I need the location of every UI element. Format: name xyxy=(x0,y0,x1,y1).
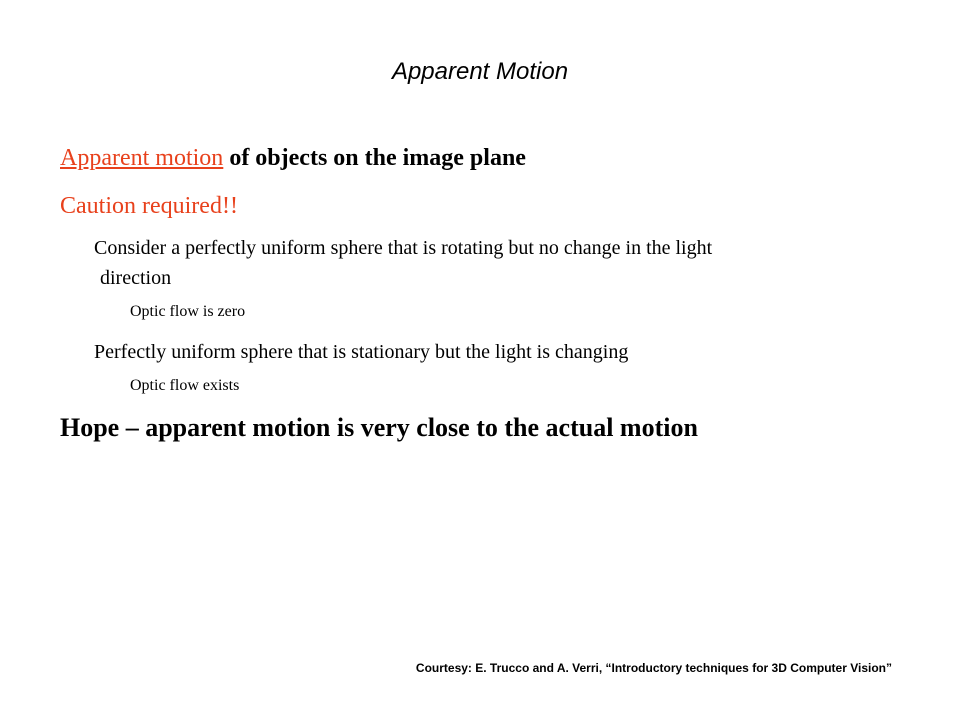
courtesy-credit: Courtesy: E. Trucco and A. Verri, “Introductory techniques for 3D Computer Vision” xyxy=(415,661,892,675)
note-optic-flow-zero: Optic flow is zero xyxy=(130,303,246,320)
sub-bullet-rotating-sphere xyxy=(94,233,894,293)
slide-title: Apparent Motion xyxy=(391,58,569,85)
note-optic-flow-exists: Optic flow exists xyxy=(130,377,240,394)
bullet-hope: Hope – apparent motion is very close to the actual motion xyxy=(60,413,698,442)
bullet-apparent-motion xyxy=(60,142,526,174)
bullet-caution: Caution required!! xyxy=(60,193,238,219)
rotating-sphere-line2: direction xyxy=(100,267,172,289)
apparent-motion-link[interactable]: Apparent motion xyxy=(60,145,224,171)
sub-bullet-stationary-sphere: Perfectly uniform sphere that is stationary but the light is changing xyxy=(94,341,629,363)
rotating-sphere-line1: Consider a perfectly uniform sphere that is rotating but no change in the light xyxy=(94,237,713,259)
bullet-apparent-motion-text: of objects on the image plane xyxy=(223,145,526,171)
